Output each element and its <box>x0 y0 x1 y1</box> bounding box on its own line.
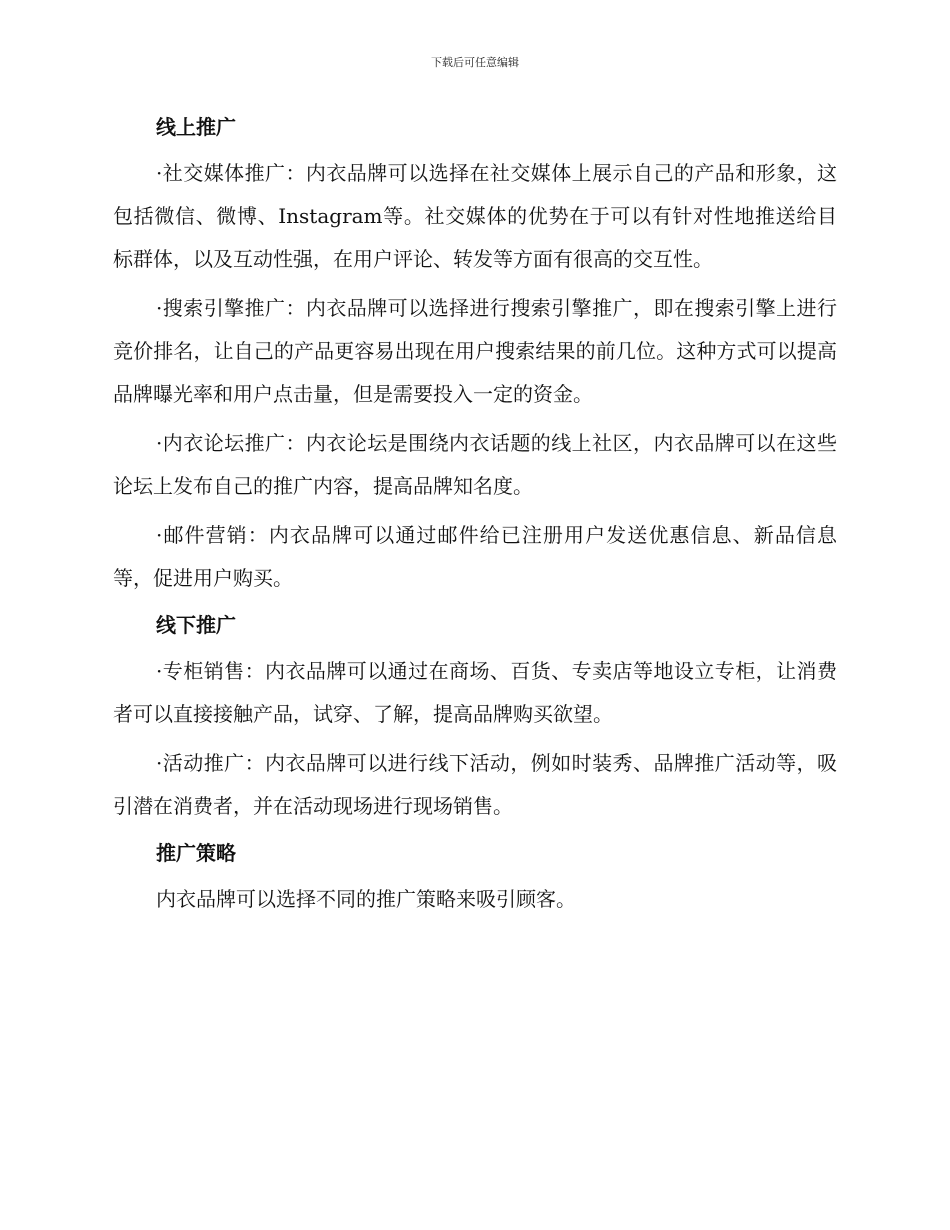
paragraph-counter-sales: ·专柜销售：内衣品牌可以通过在商场、百货、专卖店等地设立专柜，让消费者可以直接接触产品，试穿、了解，提高品牌购买欲望。 <box>113 659 837 726</box>
section-online-promotion <box>113 108 837 600</box>
section-heading: 线上推广 <box>156 115 236 139</box>
section-heading: 线下推广 <box>156 613 236 637</box>
paragraph-events: ·活动推广：内衣品牌可以进行线下活动，例如时装秀、品牌推广活动等，吸引潜在消费者，并在活动现场进行现场销售。 <box>113 751 837 818</box>
paragraph-search-engine: ·搜索引擎推广：内衣品牌可以选择进行搜索引擎推广，即在搜索引擎上进行竞价排名，让自己的产品更容易出现在用户搜索结果的前几位。这种方式可以提高品牌曝光率和用户点击量，但是需要投入一定的资金。 <box>113 296 837 406</box>
page-header: 下载后可任意编辑 <box>431 56 519 69</box>
section-heading: 推广策略 <box>156 841 236 865</box>
paragraph-forum: ·内衣论坛推广：内衣论坛是围绕内衣话题的线上社区，内衣品牌可以在这些论坛上发布自己的推广内容，提高品牌知名度。 <box>113 431 837 498</box>
paragraph-strategy: 内衣品牌可以选择不同的推广策略来吸引顾客。 <box>156 887 576 911</box>
document-body <box>113 108 837 927</box>
paragraph-email: ·邮件营销：内衣品牌可以通过邮件给已注册用户发送优惠信息、新品信息等，促进用户购买。 <box>113 523 837 590</box>
paragraph-social-media: ·社交媒体推广：内衣品牌可以选择在社交媒体上展示自己的产品和形象，这包括微信、微博、Instagram等。社交媒体的优势在于可以有针对性地推送给目标群体，以及互动性强，在用户评论、转发等方面有很高的交互性。 <box>113 161 837 271</box>
section-promotion-strategy <box>113 834 837 921</box>
section-offline-promotion <box>113 606 837 828</box>
